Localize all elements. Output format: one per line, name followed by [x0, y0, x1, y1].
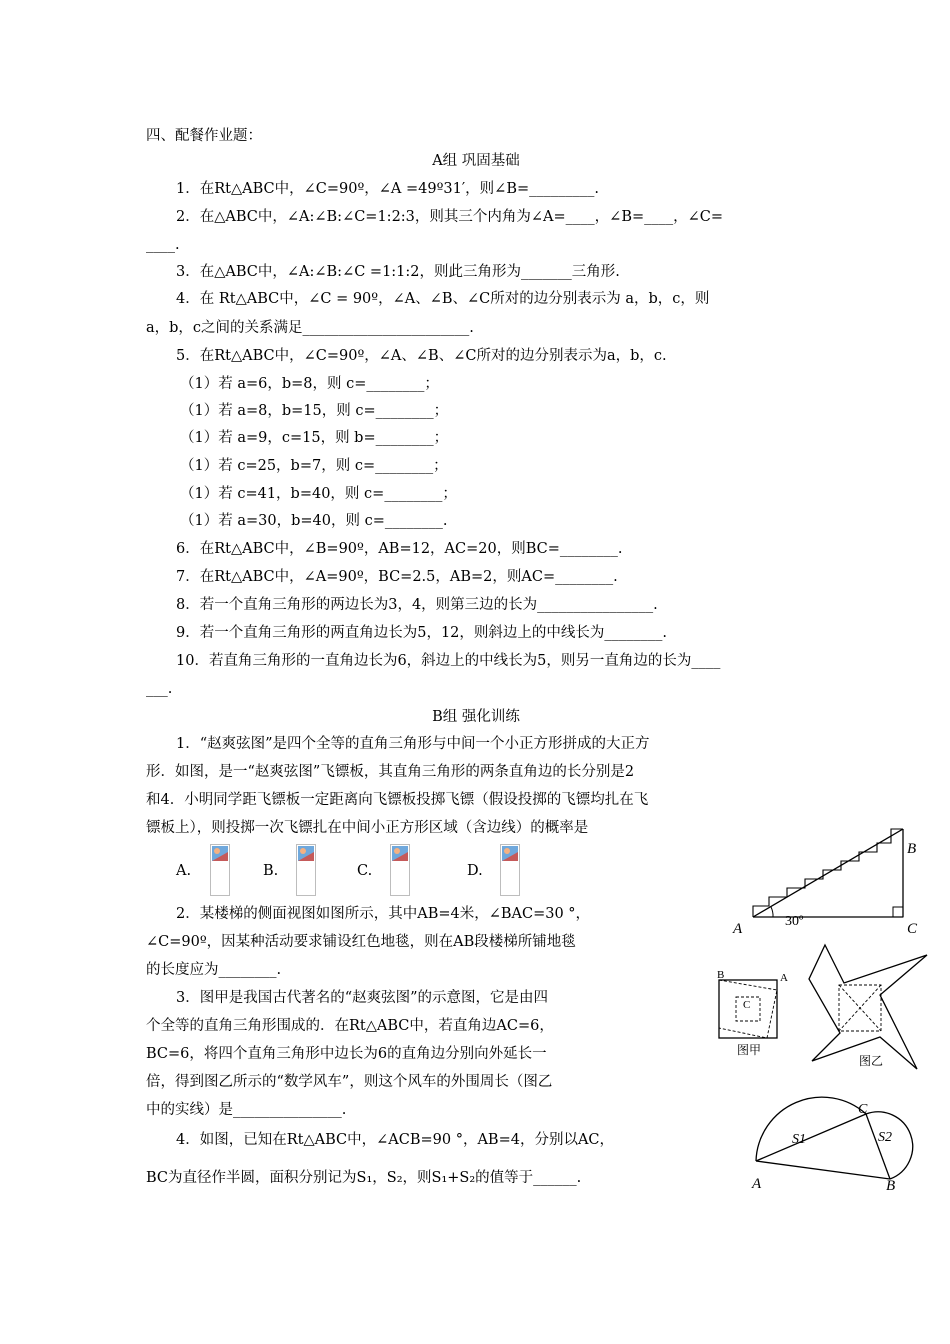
question-a5-part5: （1）若 c=41，b=40，则 c=________； [180, 486, 457, 502]
stairs-label-c: C [907, 921, 918, 937]
question-b1-line4: 镖板上），则投掷一次飞镖扎在中间小正方形区域（含边线）的概率是 [146, 820, 589, 836]
question-a5-part1: （1）若 a=6，b=8，则 c=________； [180, 376, 439, 392]
question-a10: 10．若直角三角形的一直角边长为6，斜边上的中线长为5，则另一直角边的长为____ [176, 653, 721, 669]
choice-b-label: B. [263, 863, 279, 879]
question-a4: 4．在 Rt△ABC中，∠C = 90º，∠A、∠B、∠C所对的边分别表示为 a，b，c，则 [176, 291, 710, 307]
question-b1-line1: 1．“赵爽弦图”是四个全等的直角三角形与中间一个小正方形拼成的大正方 [176, 736, 650, 752]
question-a4-cont: a，b，c之间的关系满足_______________________. [146, 320, 474, 336]
question-b3-line5: 中的实线）是_______________. [146, 1102, 347, 1118]
question-a5-part4: （1）若 c=25，b=7，则 c=________； [180, 458, 448, 474]
choice-c-image-icon [390, 844, 410, 896]
pinwheel-small-label-c: C [743, 999, 751, 1011]
question-b3-line1: 3．图甲是我国古代著名的“赵爽弦图”的示意图，它是由四 [176, 990, 549, 1006]
semicircles-label-b: B [886, 1178, 896, 1194]
choice-c-label: C. [357, 863, 373, 879]
pinwheel-figures [712, 945, 942, 1075]
group-b-title: B组 强化训练 [432, 709, 520, 725]
question-b3-line4: 倍，得到图乙所示的“数学风车”，则这个风车的外围周长（图乙 [146, 1074, 553, 1090]
question-b3-line3: BC=6，将四个直角三角形中边长为6的直角边分别向外延长一 [146, 1046, 547, 1062]
stairs-label-a: A [733, 921, 743, 937]
choice-a-image-icon [210, 844, 230, 896]
question-a5-part2: （1）若 a=8，b=15，则 c=________； [180, 403, 449, 419]
semicircles-label-s1: S1 [792, 1132, 806, 1147]
question-b2-line2: ∠C=90º，因某种活动要求铺设红色地毯，则在AB段楼梯所铺地毯 [146, 934, 576, 950]
choice-b-image-icon [296, 844, 316, 896]
question-a5-part3: （1）若 a=9，c=15，则 b=________； [180, 430, 449, 446]
section-heading: 四、配餐作业题： [146, 128, 262, 144]
question-a7: 7．在Rt△ABC中，∠A=90º，BC=2.5，AB=2，则AC=________. [176, 569, 618, 585]
question-a8: 8．若一个直角三角形的两边长为3，4，则第三边的长为________________. [176, 597, 658, 613]
semicircles-figure [740, 1075, 930, 1200]
semicircles-label-s2: S2 [878, 1130, 892, 1145]
group-a-title: A组 巩固基础 [432, 153, 520, 169]
question-b2-line3: 的长度应为________. [146, 962, 282, 978]
stairs-angle-label: 30º [785, 914, 804, 929]
pinwheel-small-label-a: A [780, 972, 788, 984]
question-a6: 6．在Rt△ABC中，∠B=90º，AB=12，AC=20，则BC=________. [176, 541, 623, 557]
question-a2: 2．在△ABC中，∠A:∠B:∠C=1:2:3，则其三个内角为∠A=____，∠B=____，∠C= [176, 209, 724, 225]
question-b4-line2: BC为直径作半圆，面积分别记为S₁，S₂，则S₁+S₂的值等于______. [146, 1170, 582, 1186]
pinwheel-caption-right: 图乙 [859, 1054, 884, 1068]
question-a5-part6: （1）若 a=30，b=40，则 c=________. [180, 513, 448, 529]
question-a1: 1．在Rt△ABC中，∠C=90º，∠A =49º31′，则∠B=_________. [176, 181, 599, 197]
staircase-figure [735, 825, 930, 935]
stairs-label-b: B [907, 841, 917, 857]
choice-a-label: A. [176, 863, 192, 879]
question-a3: 3．在△ABC中，∠A:∠B:∠C =1:1:2，则此三角形为_______三角形. [176, 264, 620, 280]
pinwheel-small-label-b: B [717, 969, 725, 981]
question-a10-cont: ___. [146, 681, 173, 697]
question-a5: 5．在Rt△ABC中，∠C=90º，∠A、∠B、∠C所对的边分别表示为a，b，c. [176, 348, 667, 364]
question-b4-line1: 4．如图，已知在Rt△ABC中，∠ACB=90 °，AB=4，分别以AC， [176, 1132, 615, 1148]
choice-d-label: D. [467, 863, 483, 879]
question-b1-line3: 和4．小明同学距飞镖板一定距离向飞镖板投掷飞镖（假设投掷的飞镖均扎在飞 [146, 792, 649, 808]
pinwheel-caption-left: 图甲 [737, 1043, 762, 1057]
semicircles-label-a: A [752, 1176, 762, 1192]
question-a9: 9．若一个直角三角形的两直角边长为5，12，则斜边上的中线长为________. [176, 625, 668, 641]
semicircles-label-c: C [858, 1102, 868, 1117]
question-b3-line2: 个全等的直角三角形围成的．在Rt△ABC中，若直角边AC=6， [146, 1018, 554, 1034]
question-a2-cont: ____. [146, 237, 180, 253]
question-b1-line2: 形．如图，是一“赵爽弦图”飞镖板，其直角三角形的两条直角边的长分别是2 [146, 764, 635, 780]
question-b2-line1: 2．某楼梯的侧面视图如图所示，其中AB=4米，∠BAC=30 °， [176, 906, 591, 922]
choice-d-image-icon [500, 844, 520, 896]
